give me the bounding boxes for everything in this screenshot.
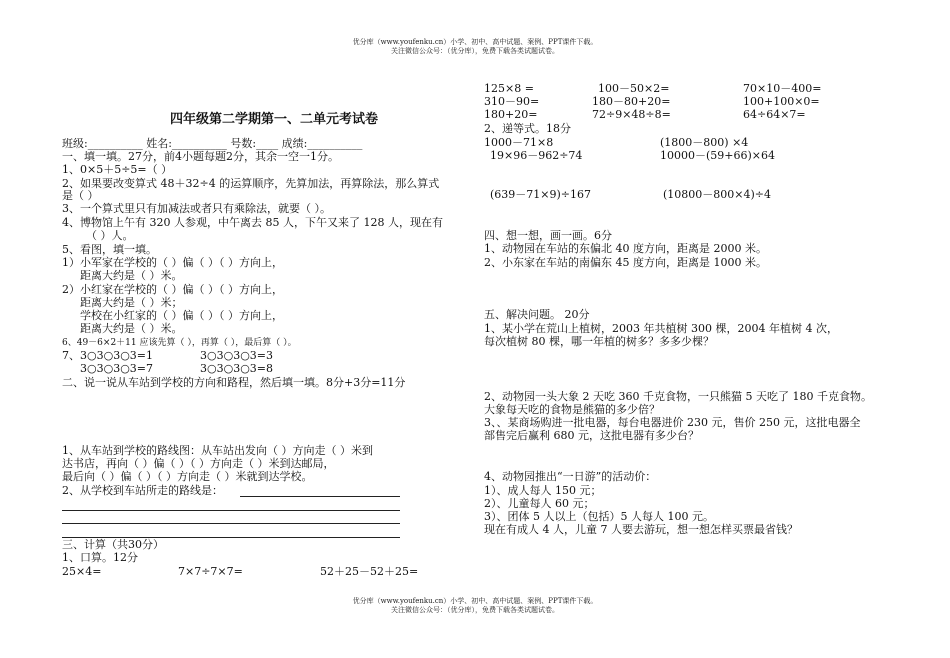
step-calc-heading: 2、递等式。18分 xyxy=(484,122,571,135)
calc-item: 25×4= xyxy=(62,565,102,578)
question-5-2-line-4: 距离大约是（ ）米。 xyxy=(80,322,183,335)
question-5: 5、看图，填一填。 xyxy=(62,243,157,256)
problem-4: 4、动物园推出“一日游”的活动价： xyxy=(484,470,657,483)
calc-item: 52＋25－52＋25= xyxy=(320,565,419,578)
step-calc-item: 10000－(59+66)×64 xyxy=(660,149,776,162)
question-6: 6、49－6×2＋11 应该先算（ ），再算（ ），最后算（ ）。 xyxy=(62,338,297,348)
problem-4-question: 现在有成人 4 人，儿童 7 人要去游玩，想一想怎样买票最省钱？ xyxy=(484,523,798,536)
answer-line xyxy=(62,510,400,511)
section-5-heading: 五、解决问题。 20分 xyxy=(484,308,590,321)
question-4-line-2: （ ）人。 xyxy=(86,229,134,242)
route-question-2: 2、从学校到车站所走的路线是： xyxy=(62,484,223,497)
question-5-2-line-2: 距离大约是（ ）米； xyxy=(80,296,183,309)
footer-line-1: 优分库（www.youfenku.cn）小学、初中、高中试题、案例、PPT课件下载。 xyxy=(352,597,598,605)
problem-1-line-1: 1、某小学在荒山上植树，2003 年共植树 300 棵，2004 年植树 4 次， xyxy=(484,322,838,335)
question-3: 3、一个算式里只有加减法或者只有乘除法，就要（ ）。 xyxy=(62,202,331,215)
section-2-heading: 二、说一说从车站到学校的方向和路程，然后填一填。8分+3分=11分 xyxy=(62,376,406,389)
calc-item: 100+100×0= xyxy=(743,95,820,108)
answer-line xyxy=(62,523,400,524)
route-line-1: 1、从车站到学校的路线图：从车站出发向（ ）方向走（ ）米到 xyxy=(62,444,373,457)
question-4-line-1: 4、博物馆上午有 320 人参观，中午离去 85 人，下午又来了 128 人，现在有 xyxy=(62,216,443,229)
calc-item: 7×7÷7×7= xyxy=(178,565,243,578)
calc-item: 72÷9×48÷8= xyxy=(592,108,671,121)
draw-question-1: 1、动物园在车站的东偏北 40 度方向，距离是 2000 米。 xyxy=(484,242,767,255)
draw-question-2: 2、小东家在车站的南偏东 45 度方向，距离是 1000 米。 xyxy=(484,256,767,269)
section-4-heading: 四、想一想，画一画。6分 xyxy=(484,229,612,242)
calc-item: 310－90= xyxy=(484,95,540,108)
question-2-line-1: 2、如果要改变算式 48＋32÷4 的运算顺序，先算加法，再算除法，那么算式 xyxy=(62,177,440,190)
question-5-2-line-3: 学校在小红家的（ ）偏（ ）（ ）方向上， xyxy=(80,309,283,322)
section-3-heading: 三、计算（共30分） xyxy=(62,538,164,551)
problem-2-line-2: 大象每天吃的食物是熊猫的多少倍？ xyxy=(484,403,660,416)
section-1-heading: 一、填一填。27分，前4小题每题2分，其余一空一1分。 xyxy=(62,150,339,163)
problem-4-option-1: 1）、成人每人 150 元； xyxy=(484,484,602,497)
question-7-a: 7、3○3○3○3=1 xyxy=(62,349,154,362)
step-calc-item: (10800－800×4)÷4 xyxy=(663,188,772,201)
step-calc-item: 1000－71×8 xyxy=(484,136,554,149)
question-5-2-line-1: 2）小红家在学校的（ ）偏（ ）（ ）方向上， xyxy=(62,283,283,296)
problem-4-option-3: 3）、团体 5 人以上（包括）5 人每人 100 元。 xyxy=(484,510,714,523)
oral-calc-heading: 1、口算。12分 xyxy=(62,551,138,564)
footer-line-2: 关注微信公众号：（优分库），免费下载各类试题试卷。 xyxy=(391,606,559,614)
calc-item: 70×10－400= xyxy=(743,82,822,95)
question-7-b: 3○3○3○3=3 xyxy=(200,349,274,362)
problem-4-option-2: 2）、儿童每人 60 元； xyxy=(484,497,595,510)
route-line-2: 达书店，再向（ ）偏（ ）（ ）方向走（ ）米到达邮局， xyxy=(62,457,335,470)
question-7-c: 3○3○3○3=7 xyxy=(80,362,154,375)
calc-item: 180+20= xyxy=(484,108,538,121)
header-line-2: 关注微信公众号：（优分库），免费下载各类试题试卷。 xyxy=(391,47,559,55)
calc-item: 125×8 = xyxy=(484,82,534,95)
student-info-line: 班级:__________ 姓名:__________ 号数:____ 成绩:__________ xyxy=(62,137,363,150)
step-calc-item: (1800－800) ×4 xyxy=(660,136,749,149)
question-5-1-line-2: 距离大约是（ ）米。 xyxy=(80,269,183,282)
route-line-3: 最后向（ ）偏（ ）（ ）方向走（ ）米就到达学校。 xyxy=(62,470,313,483)
answer-line xyxy=(240,496,400,497)
problem-3-line-2: 部售完后赢利 680 元，这批电器有多少台？ xyxy=(484,429,699,442)
question-2-line-2: 是（ ） xyxy=(62,189,99,202)
calc-item: 100－50×2= xyxy=(598,82,670,95)
problem-2-line-1: 2、动物园一头大象 2 天吃 360 千克食物，一只熊猫 5 天吃了 180 千克食物。 xyxy=(484,390,872,403)
problem-3-line-1: 3、、某商场购进一批电器，每台电器进价 230 元，售价 250 元，这批电器全 xyxy=(484,416,861,429)
header-line-1: 优分库（www.youfenku.cn）小学、初中、高中试题、案例、PPT课件下载。 xyxy=(352,38,598,46)
calc-item: 64÷64×7= xyxy=(743,108,806,121)
question-5-1-line-1: 1）小军家在学校的（ ）偏（ ）（ ）方向上， xyxy=(62,256,283,269)
page-title: 四年级第二学期第一、二单元考试卷 xyxy=(170,112,379,127)
question-7-d: 3○3○3○3=8 xyxy=(200,362,274,375)
problem-1-line-2: 每次植树 80 棵，哪一年植的树多？多多少棵？ xyxy=(484,335,714,348)
step-calc-item: 19×96－962÷74 xyxy=(490,149,583,162)
question-1: 1、0×5＋5÷5=（ ） xyxy=(62,163,173,176)
calc-item: 180－80+20= xyxy=(592,95,671,108)
step-calc-item: (639－71×9)÷167 xyxy=(490,188,592,201)
